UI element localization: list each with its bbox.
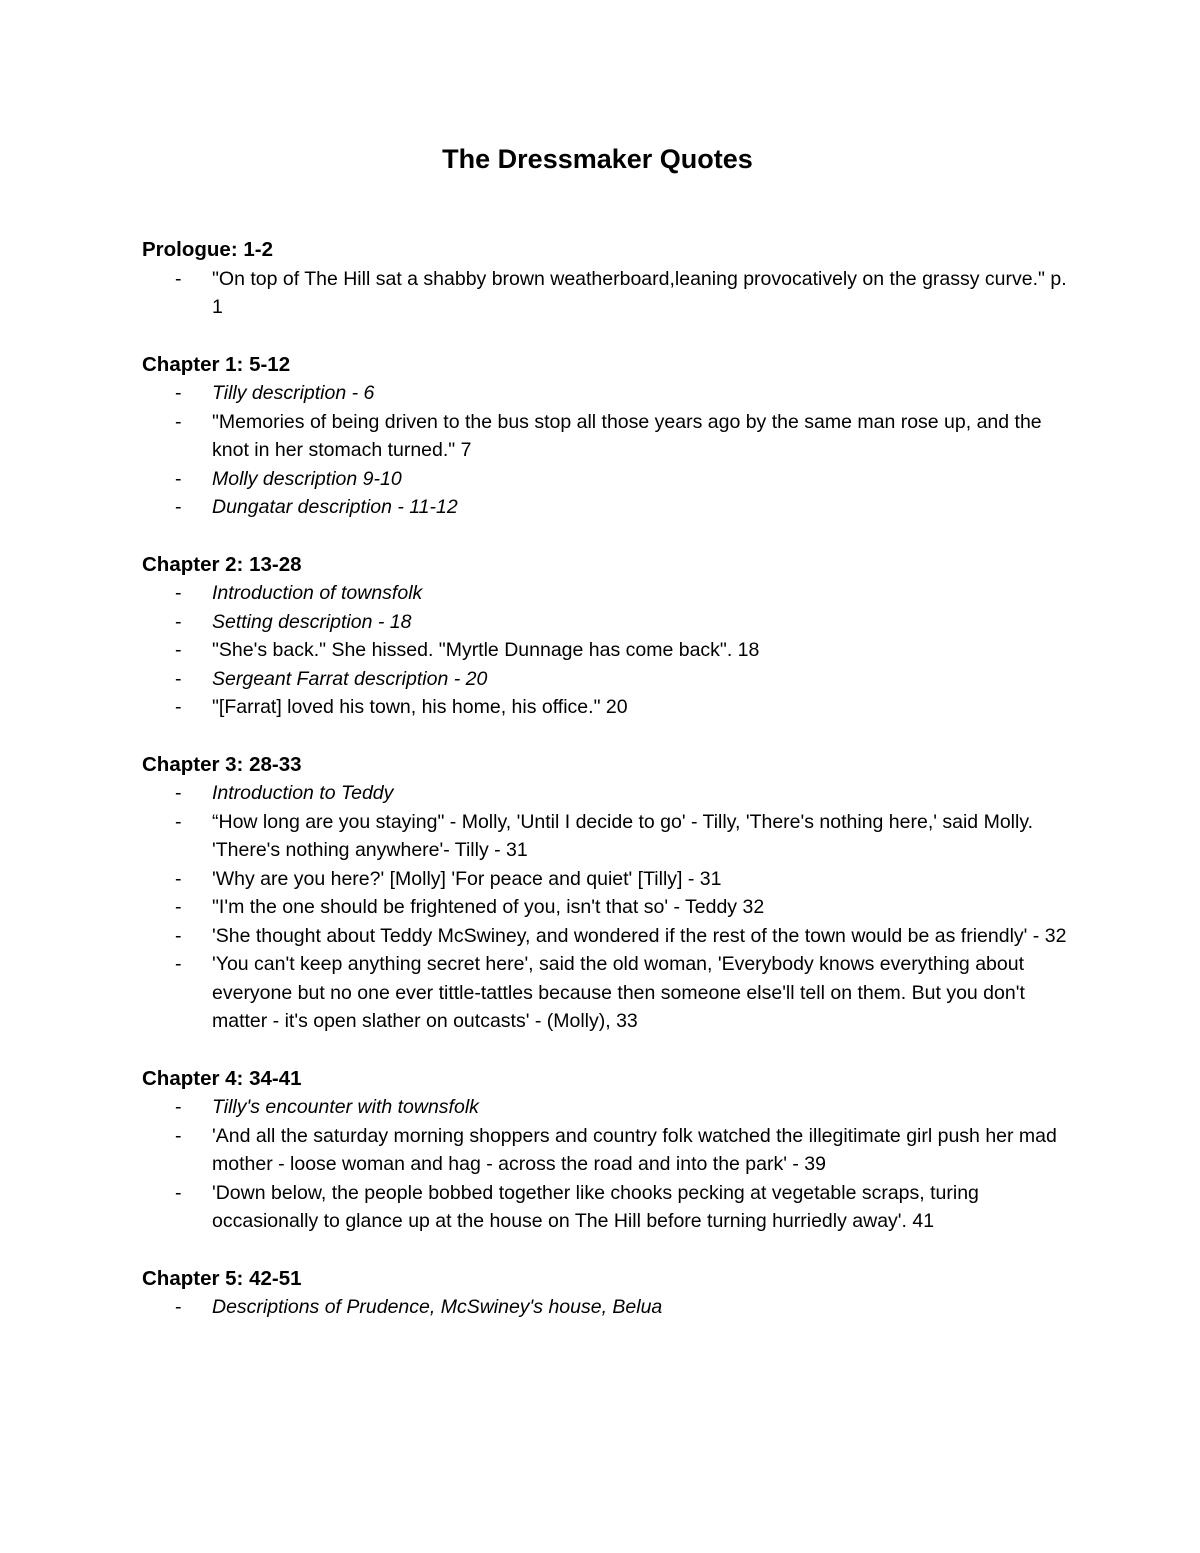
list-item-text: Molly description 9-10 [212, 467, 402, 490]
chapter-section [142, 551, 1072, 722]
chapter-section [142, 751, 1072, 1036]
dash-bullet: - [175, 867, 182, 890]
list-item-text: 'Down below, the people bobbed together like chooks pecking at vegetable scraps, turing occasionally to glance up at the house on The Hill before turning hurriedly away'. 41 [212, 1181, 979, 1232]
note-list-item [142, 665, 1072, 694]
note-list-item [142, 379, 1072, 408]
dash-bullet: - [175, 267, 182, 290]
section-heading: Chapter 3: 28-33 [142, 752, 302, 776]
note-list-item [142, 465, 1072, 494]
chapter-section [142, 236, 1072, 322]
list-item-text: Introduction of townsfolk [212, 582, 423, 604]
note-list-item [142, 1093, 1072, 1122]
list-item-text: Tilly's encounter with townsfolk [212, 1096, 479, 1118]
list-item-text: "[Farrat] loved his town, his home, his office." 20 [212, 696, 628, 718]
list-item-text: Descriptions of Prudence, McSwiney's house, Belua [212, 1296, 663, 1318]
dash-bullet: - [175, 610, 182, 633]
dash-bullet: - [175, 1096, 182, 1118]
list-item-text: Dungatar description - 11-12 [212, 496, 458, 518]
quote-list [142, 579, 1072, 722]
document-title: The Dressmaker Quotes [442, 144, 753, 174]
list-item-text: "She's back." She hissed. "Myrtle Dunnage has come back". 18 [212, 639, 760, 661]
quote-list [142, 1293, 1072, 1322]
list-item-text: "Memories of being driven to the bus stop all those years ago by the same man rose up, and the knot in her stomach turned." 7 [212, 410, 1042, 461]
dash-bullet: - [175, 924, 182, 947]
section-heading: Chapter 4: 34-41 [142, 1066, 302, 1090]
quote-list-item [142, 865, 1072, 894]
dash-bullet: - [175, 410, 182, 433]
dash-bullet: - [175, 382, 182, 404]
quote-list-item [142, 693, 1072, 722]
quote-list-item [142, 1122, 1072, 1179]
dash-bullet: - [175, 1296, 182, 1318]
dash-bullet: - [175, 1181, 182, 1204]
dash-bullet: - [175, 782, 182, 804]
chapter-section [142, 1065, 1072, 1236]
list-item-text: Introduction to Teddy [212, 782, 394, 804]
list-item-text: Tilly description - 6 [212, 382, 375, 404]
list-item-text: "On top of The Hill sat a shabby brown weatherboard,leaning provocatively on the grassy curve." p. 1 [212, 267, 1067, 318]
note-list-item [142, 493, 1072, 522]
quote-list-item [142, 636, 1072, 665]
quote-list-item [142, 893, 1072, 922]
quote-list-item [142, 922, 1072, 951]
list-item-text: 'And all the saturday morning shoppers and country folk watched the illegitimate girl push her mad mother - loose woman and hag - across the road and into the park' - 39 [212, 1124, 1057, 1175]
dash-bullet: - [175, 896, 182, 918]
note-list-item [142, 779, 1072, 808]
list-item-text: 'Why are you here?' [Molly] 'For peace and quiet' [Tilly] - 31 [212, 867, 722, 890]
quote-list-item [142, 808, 1072, 865]
list-item-text: Setting description - 18 [212, 610, 412, 633]
dash-bullet: - [175, 810, 182, 833]
document-body [142, 236, 1072, 1351]
list-item-text: “How long are you staying" - Molly, 'Until I decide to go' - Tilly, 'There's nothing here,' said Molly. 'There's nothing anywhere'- Tilly - 31 [212, 810, 1034, 861]
dash-bullet: - [175, 696, 182, 718]
quote-list-item [142, 265, 1072, 322]
quote-list [142, 779, 1072, 1036]
section-heading: Chapter 5: 42-51 [142, 1266, 302, 1290]
note-list-item [142, 1293, 1072, 1322]
dash-bullet: - [175, 496, 182, 518]
section-heading: Prologue: 1-2 [142, 238, 273, 261]
list-item-text: "I'm the one should be frightened of you, isn't that so' - Teddy 32 [212, 896, 765, 918]
chapter-section [142, 1265, 1072, 1322]
dash-bullet: - [175, 667, 182, 690]
quote-list-item [142, 408, 1072, 465]
note-list-item [142, 608, 1072, 637]
chapter-section [142, 351, 1072, 522]
dash-bullet: - [175, 1124, 182, 1147]
list-item-text: 'She thought about Teddy McSwiney, and wondered if the rest of the town would be as friendly' - 32 [212, 924, 1067, 947]
quote-list [142, 1093, 1072, 1236]
dash-bullet: - [175, 467, 182, 490]
quote-list [142, 379, 1072, 522]
section-heading: Chapter 1: 5-12 [142, 352, 291, 376]
dash-bullet: - [175, 582, 182, 604]
quote-list-item [142, 950, 1072, 1036]
note-list-item [142, 579, 1072, 608]
list-item-text: Sergeant Farrat description - 20 [212, 667, 488, 690]
dash-bullet: - [175, 639, 182, 661]
quote-list-item [142, 1179, 1072, 1236]
quote-list [142, 265, 1072, 322]
dash-bullet: - [175, 953, 182, 975]
section-heading: Chapter 2: 13-28 [142, 552, 302, 576]
list-item-text: 'You can't keep anything secret here', said the old woman, 'Everybody knows everything about everyone but no one ever tittle-tattles because then someone else'll tell on them. But you don't matter - it's open slather on outcasts' - (Molly), 33 [212, 953, 1025, 1032]
